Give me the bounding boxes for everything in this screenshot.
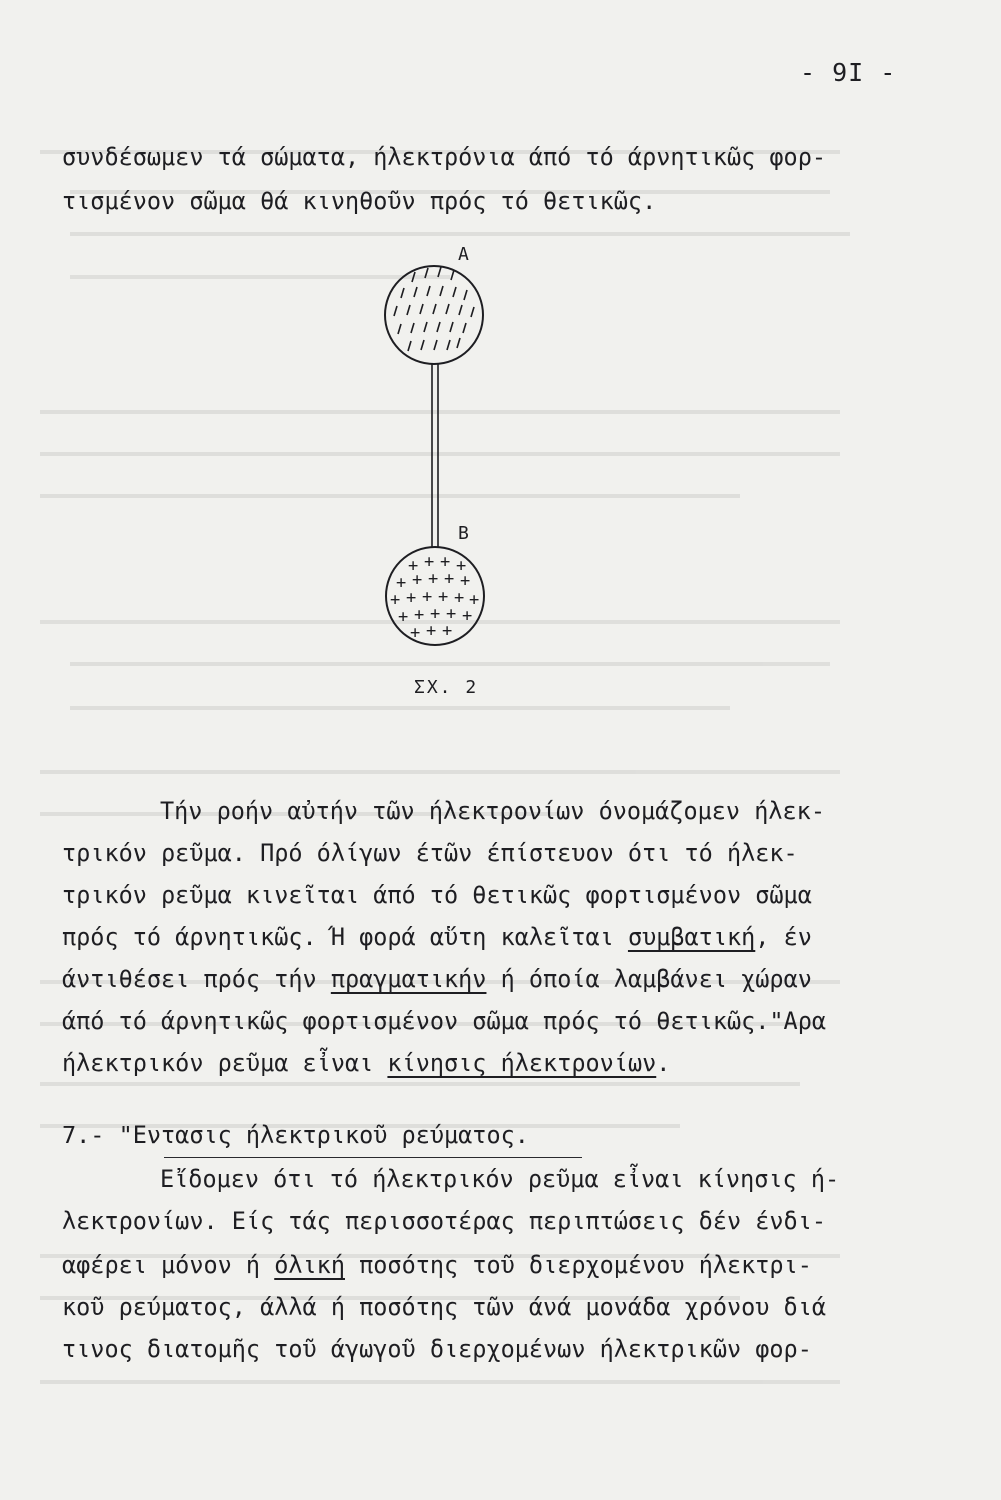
paragraph-2-line-4 (62, 922, 812, 952)
section-heading: 7.- "Εντασις ήλεκτρικοῦ ρεύματος. (62, 1121, 529, 1149)
paragraph-3-line-3 (62, 1250, 812, 1280)
paragraph-2-line-7-text: ήλεκτρικόν ρεῦμα εἶναι (62, 1049, 388, 1077)
term-conventional: συμβατική (627, 923, 756, 951)
paragraph-3-line-5: τινος διατομῆς τοῦ άγωγοῦ διερχομένων ήλεκτρικῶν φορ- (62, 1335, 812, 1363)
positive-charge-marks (390, 552, 479, 643)
svg-text:+: + (424, 552, 435, 572)
section-heading-underline (164, 1157, 582, 1158)
paragraph-3-line-3-text: αφέρει μόνον ή (62, 1251, 275, 1279)
paragraph-2-line-5 (62, 964, 812, 994)
svg-text:+: + (462, 606, 473, 626)
svg-text:+: + (412, 570, 423, 590)
svg-text:+: + (460, 571, 471, 591)
svg-text:+: + (426, 621, 437, 641)
term-electron-motion: κίνησις ήλεκτρονίων (387, 1049, 657, 1077)
paragraph-2-line-3: τρικόν ρεῦμα κινεῖται άπό τό θετικῶς φορτισμένον σῶμα (62, 881, 812, 909)
svg-text:+: + (414, 605, 425, 625)
figure-charged-spheres (370, 240, 510, 660)
svg-text:+: + (396, 573, 407, 593)
paragraph-1-line-1: συνδέσωμεν τά σώματα, ήλεκτρόνια άπό τό άρνητικῶς φορ- (62, 143, 827, 171)
paragraph-2-line-5-text: άντιθέσει πρός τήν (62, 965, 331, 993)
svg-text:+: + (390, 590, 401, 610)
svg-text:+: + (442, 621, 453, 641)
paragraph-2-line-6: άπό τό άρνητικῶς φορτισμένον σῶμα πρός τό θετικῶς."Αρα (62, 1007, 827, 1035)
svg-text:+: + (438, 587, 449, 607)
svg-text:+: + (422, 587, 433, 607)
svg-text:+: + (456, 556, 467, 576)
paragraph-2-line-1: Τήν ροήν αὐτήν τῶν ήλεκτρονίων όνομάζομεν ήλεκ- (160, 797, 825, 825)
term-actual: πραγματικήν (330, 965, 487, 993)
svg-text:+: + (406, 588, 417, 608)
paragraph-1-line-2: τισμένον σῶμα θά κινηθοῦν πρός τό θετικῶς. (62, 187, 657, 215)
svg-text:+: + (444, 569, 455, 589)
paragraph-2-line-7-end: . (656, 1049, 671, 1077)
term-total: όλική (274, 1251, 345, 1279)
svg-text:+: + (410, 623, 421, 643)
spheres-diagram (370, 240, 510, 660)
paragraph-2-line-4-end: , έν (755, 923, 812, 951)
paragraph-3-line-2: λεκτρονίων. Είς τάς περισσοτέρας περιπτώσεις δέν ένδι- (62, 1207, 827, 1235)
svg-text:+: + (398, 607, 409, 627)
sphere-a-label: A (458, 244, 469, 265)
figure-caption: ΣΧ. 2 (414, 677, 479, 698)
svg-text:+: + (430, 604, 441, 624)
svg-text:+: + (440, 552, 451, 572)
paragraph-3-line-4: κοῦ ρεύματος, άλλά ή ποσότης τῶν άνά μονάδα χρόνου διά (62, 1293, 827, 1321)
svg-text:+: + (454, 588, 465, 608)
negative-charge-marks (394, 267, 474, 351)
paragraph-3-line-1: Εἴδομεν ότι τό ήλεκτρικόν ρεῦμα εἶναι κίνησις ή- (160, 1165, 840, 1193)
paragraph-3-line-3-end: ποσότης τοῦ διερχομένου ήλεκτρι- (344, 1251, 812, 1279)
sphere-b-label: B (458, 523, 469, 544)
page-number: - 9I - (800, 58, 897, 87)
svg-text:+: + (469, 590, 480, 610)
paragraph-2-line-2: τρικόν ρεῦμα. Πρό όλίγων έτῶν έπίστευον ότι τό ήλεκ- (62, 839, 798, 867)
paragraph-2-line-5-end: ή όποία λαμβάνει χώραν (486, 965, 812, 993)
svg-text:+: + (428, 569, 439, 589)
svg-text:+: + (408, 556, 419, 576)
paragraph-2-line-7 (62, 1048, 670, 1078)
paragraph-2-line-4-text: πρός τό άρνητικῶς. Ή φορά αὕτη καλεῖται (62, 923, 628, 951)
svg-text:+: + (446, 604, 457, 624)
